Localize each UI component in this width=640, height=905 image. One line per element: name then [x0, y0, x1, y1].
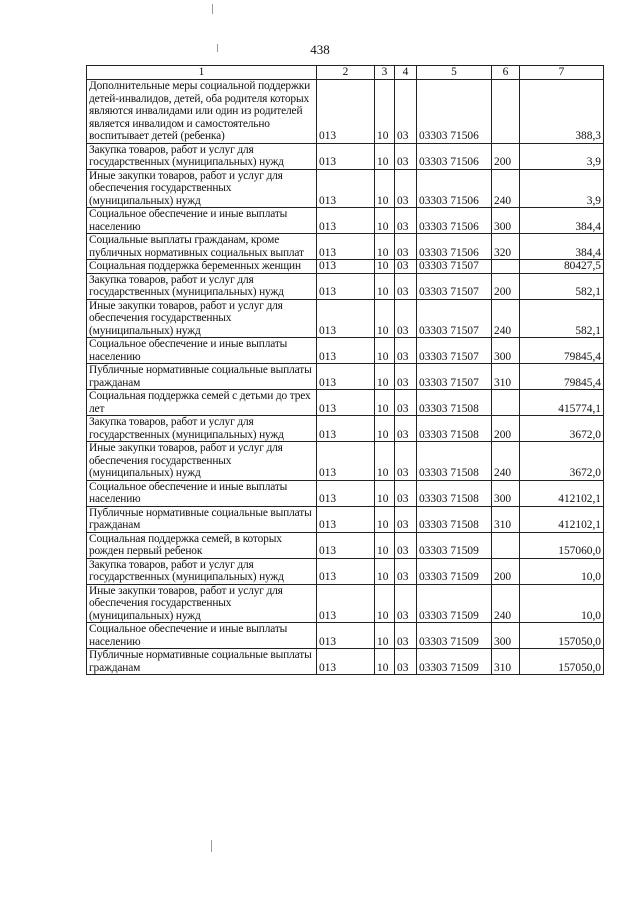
column-header: 6: [492, 66, 520, 80]
ved-cell: 013: [317, 416, 375, 442]
table-row: [87, 584, 604, 623]
ved-cell: 013: [317, 584, 375, 623]
pr-cell: 03: [395, 143, 417, 169]
pr-cell: 03: [395, 442, 417, 481]
table-row: [87, 260, 604, 274]
row-name-cell: Иные закупки товаров, работ и услуг для обеспечения государственных (муниципальных) нужд: [87, 442, 317, 481]
column-header: 7: [520, 66, 604, 80]
pr-cell: 03: [395, 169, 417, 208]
rz-cell: 10: [375, 338, 395, 364]
row-name-cell: Публичные нормативные социальные выплаты гражданам: [87, 506, 317, 532]
table-row: [87, 532, 604, 558]
vr-cell: [492, 390, 520, 416]
rz-cell: 10: [375, 390, 395, 416]
table-row: [87, 506, 604, 532]
csr-cell: 03303 71507: [417, 299, 492, 338]
csr-cell: 03303 71506: [417, 208, 492, 234]
rz-cell: 10: [375, 299, 395, 338]
row-name-cell: Социальная поддержка беременных женщин: [87, 260, 317, 274]
csr-cell: 03303 71507: [417, 338, 492, 364]
pr-cell: 03: [395, 234, 417, 260]
row-name-cell: Публичные нормативные социальные выплаты гражданам: [87, 649, 317, 675]
column-header: 2: [317, 66, 375, 80]
ved-cell: 013: [317, 506, 375, 532]
rz-cell: 10: [375, 584, 395, 623]
rz-cell: 10: [375, 442, 395, 481]
vr-cell: [492, 80, 520, 144]
rz-cell: 10: [375, 558, 395, 584]
ved-cell: 013: [317, 260, 375, 274]
pr-cell: 03: [395, 506, 417, 532]
table-row: [87, 143, 604, 169]
vr-cell: [492, 532, 520, 558]
rz-cell: 10: [375, 649, 395, 675]
csr-cell: 03303 71509: [417, 584, 492, 623]
table-row: [87, 558, 604, 584]
vr-cell: 300: [492, 208, 520, 234]
sum-cell: 415774,1: [520, 390, 604, 416]
pr-cell: 03: [395, 299, 417, 338]
sum-cell: 10,0: [520, 584, 604, 623]
ved-cell: 013: [317, 480, 375, 506]
pr-cell: 03: [395, 532, 417, 558]
ved-cell: 013: [317, 338, 375, 364]
table-row: [87, 338, 604, 364]
scan-mark: [211, 840, 212, 852]
table-row: [87, 273, 604, 299]
sum-cell: 384,4: [520, 208, 604, 234]
vr-cell: 240: [492, 442, 520, 481]
csr-cell: 03303 71506: [417, 169, 492, 208]
vr-cell: 320: [492, 234, 520, 260]
row-name-cell: Закупка товаров, работ и услуг для государственных (муниципальных) нужд: [87, 416, 317, 442]
ved-cell: 013: [317, 649, 375, 675]
sum-cell: 157050,0: [520, 623, 604, 649]
rz-cell: 10: [375, 480, 395, 506]
csr-cell: 03303 71508: [417, 390, 492, 416]
ved-cell: 013: [317, 208, 375, 234]
ved-cell: 013: [317, 558, 375, 584]
pr-cell: 03: [395, 80, 417, 144]
vr-cell: 300: [492, 623, 520, 649]
scan-mark: [212, 4, 213, 14]
column-header: 1: [87, 66, 317, 80]
table-row: [87, 442, 604, 481]
rz-cell: 10: [375, 260, 395, 274]
table-row: [87, 208, 604, 234]
pr-cell: 03: [395, 558, 417, 584]
csr-cell: 03303 71509: [417, 558, 492, 584]
vr-cell: 240: [492, 169, 520, 208]
row-name-cell: Социальные выплаты гражданам, кроме публичных нормативных социальных выплат: [87, 234, 317, 260]
table-row: [87, 649, 604, 675]
sum-cell: 80427,5: [520, 260, 604, 274]
vr-cell: 240: [492, 299, 520, 338]
pr-cell: 03: [395, 260, 417, 274]
csr-cell: 03303 71506: [417, 80, 492, 144]
vr-cell: 300: [492, 338, 520, 364]
row-name-cell: Социальное обеспечение и иные выплаты населению: [87, 338, 317, 364]
scan-mark: [217, 44, 218, 52]
sum-cell: 412102,1: [520, 480, 604, 506]
pr-cell: 03: [395, 584, 417, 623]
rz-cell: 10: [375, 208, 395, 234]
table-row: [87, 299, 604, 338]
table-row: [87, 480, 604, 506]
rz-cell: 10: [375, 80, 395, 144]
pr-cell: 03: [395, 416, 417, 442]
sum-cell: 79845,4: [520, 338, 604, 364]
table-row: [87, 390, 604, 416]
rz-cell: 10: [375, 532, 395, 558]
row-name-cell: Закупка товаров, работ и услуг для государственных (муниципальных) нужд: [87, 273, 317, 299]
csr-cell: 03303 71506: [417, 234, 492, 260]
vr-cell: 300: [492, 480, 520, 506]
pr-cell: 03: [395, 364, 417, 390]
vr-cell: 310: [492, 649, 520, 675]
ved-cell: 013: [317, 442, 375, 481]
budget-table: [86, 65, 604, 675]
sum-cell: 157060,0: [520, 532, 604, 558]
ved-cell: 013: [317, 532, 375, 558]
sum-cell: 384,4: [520, 234, 604, 260]
table-row: [87, 364, 604, 390]
pr-cell: 03: [395, 208, 417, 234]
pr-cell: 03: [395, 649, 417, 675]
pr-cell: 03: [395, 273, 417, 299]
table-row: [87, 234, 604, 260]
sum-cell: 582,1: [520, 299, 604, 338]
ved-cell: 013: [317, 169, 375, 208]
ved-cell: 013: [317, 390, 375, 416]
table-row: [87, 169, 604, 208]
page-number: 438: [310, 42, 330, 57]
row-name-cell: Социальное обеспечение и иные выплаты населению: [87, 208, 317, 234]
ved-cell: 013: [317, 299, 375, 338]
column-header: 5: [417, 66, 492, 80]
vr-cell: 200: [492, 273, 520, 299]
rz-cell: 10: [375, 623, 395, 649]
csr-cell: 03303 71509: [417, 532, 492, 558]
table-body: [87, 80, 604, 675]
sum-cell: 582,1: [520, 273, 604, 299]
row-name-cell: Иные закупки товаров, работ и услуг для обеспечения государственных (муниципальных) нужд: [87, 584, 317, 623]
row-name-cell: Социальная поддержка семей, в которых рожден первый ребенок: [87, 532, 317, 558]
csr-cell: 03303 71507: [417, 273, 492, 299]
row-name-cell: Иные закупки товаров, работ и услуг для обеспечения государственных (муниципальных) нужд: [87, 299, 317, 338]
sum-cell: 10,0: [520, 558, 604, 584]
ved-cell: 013: [317, 143, 375, 169]
vr-cell: 310: [492, 506, 520, 532]
ved-cell: 013: [317, 273, 375, 299]
sum-cell: 388,3: [520, 80, 604, 144]
vr-cell: 200: [492, 143, 520, 169]
sum-cell: 157050,0: [520, 649, 604, 675]
rz-cell: 10: [375, 364, 395, 390]
csr-cell: 03303 71507: [417, 260, 492, 274]
ved-cell: 013: [317, 234, 375, 260]
vr-cell: [492, 260, 520, 274]
rz-cell: 10: [375, 273, 395, 299]
rz-cell: 10: [375, 506, 395, 532]
vr-cell: 200: [492, 558, 520, 584]
row-name-cell: Закупка товаров, работ и услуг для государственных (муниципальных) нужд: [87, 558, 317, 584]
sum-cell: 412102,1: [520, 506, 604, 532]
row-name-cell: Иные закупки товаров, работ и услуг для обеспечения государственных (муниципальных) нужд: [87, 169, 317, 208]
row-name-cell: Социальная поддержка семей с детьми до трех лет: [87, 390, 317, 416]
csr-cell: 03303 71508: [417, 416, 492, 442]
vr-cell: 310: [492, 364, 520, 390]
rz-cell: 10: [375, 416, 395, 442]
csr-cell: 03303 71509: [417, 649, 492, 675]
ved-cell: 013: [317, 364, 375, 390]
csr-cell: 03303 71509: [417, 623, 492, 649]
ved-cell: 013: [317, 623, 375, 649]
sum-cell: 3672,0: [520, 442, 604, 481]
csr-cell: 03303 71508: [417, 506, 492, 532]
csr-cell: 03303 71508: [417, 442, 492, 481]
column-header: 3: [375, 66, 395, 80]
ved-cell: 013: [317, 80, 375, 144]
sum-cell: 3,9: [520, 143, 604, 169]
pr-cell: 03: [395, 480, 417, 506]
row-name-cell: Закупка товаров, работ и услуг для государственных (муниципальных) нужд: [87, 143, 317, 169]
header-row: [87, 66, 604, 80]
pr-cell: 03: [395, 390, 417, 416]
row-name-cell: Социальное обеспечение и иные выплаты населению: [87, 623, 317, 649]
csr-cell: 03303 71507: [417, 364, 492, 390]
table-row: [87, 80, 604, 144]
rz-cell: 10: [375, 143, 395, 169]
rz-cell: 10: [375, 234, 395, 260]
sum-cell: 3,9: [520, 169, 604, 208]
sum-cell: 79845,4: [520, 364, 604, 390]
vr-cell: 200: [492, 416, 520, 442]
column-header: 4: [395, 66, 417, 80]
csr-cell: 03303 71506: [417, 143, 492, 169]
vr-cell: 240: [492, 584, 520, 623]
row-name-cell: Социальное обеспечение и иные выплаты населению: [87, 480, 317, 506]
pr-cell: 03: [395, 623, 417, 649]
row-name-cell: Дополнительные меры социальной поддержки детей-инвалидов, детей, оба родителя которых являются инвалидами или один из родителей является инвалидом и самостоятельно воспитывает детей (ребенка): [87, 80, 317, 144]
csr-cell: 03303 71508: [417, 480, 492, 506]
pr-cell: 03: [395, 338, 417, 364]
table-row: [87, 416, 604, 442]
sum-cell: 3672,0: [520, 416, 604, 442]
rz-cell: 10: [375, 169, 395, 208]
table-row: [87, 623, 604, 649]
row-name-cell: Публичные нормативные социальные выплаты гражданам: [87, 364, 317, 390]
